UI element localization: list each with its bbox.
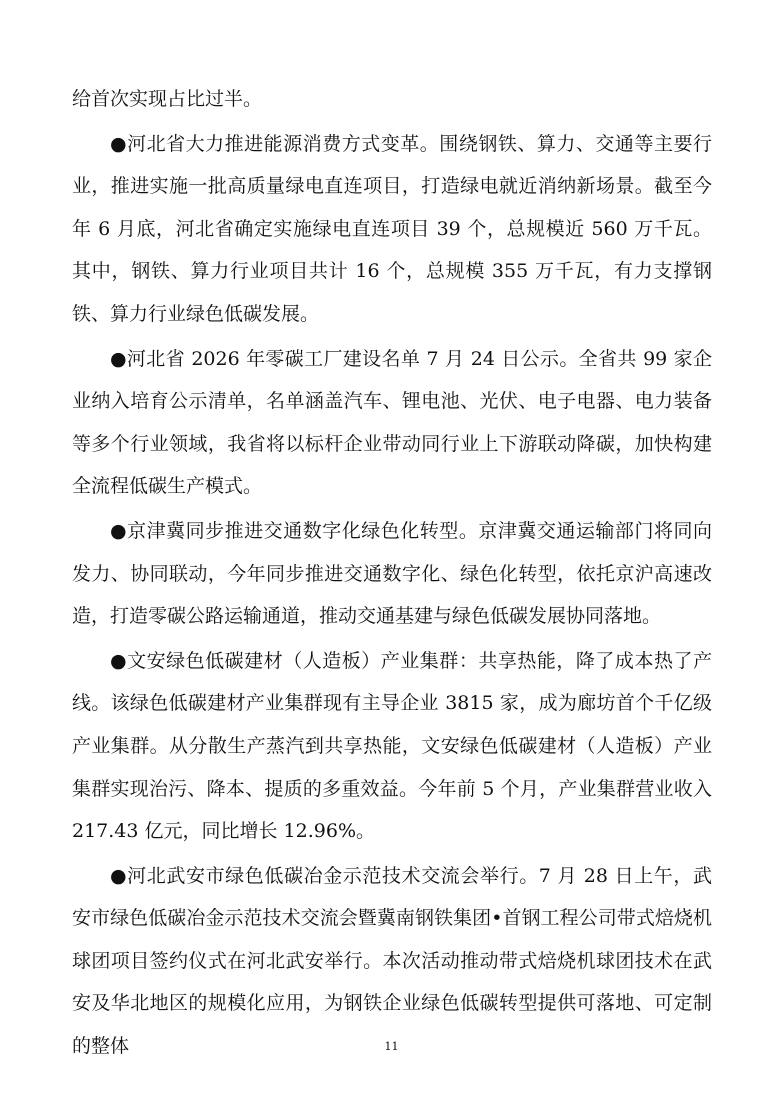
paragraph-wenan-building-materials: ●文安绿色低碳建材（人造板）产业集群：共享热能，降了成本热了产线。该绿色低碳建材产业集群现有主导企业 3815 家，成为廊坊首个千亿级产业集群。从分散生产蒸汽到共享热能，文安绿色低碳建材（人造板）产业集群实现治污、降本、提质的多重效益。今年前 5 个月，产业集群营业收入 217.43 亿元，同比增长 12.96%。 xyxy=(72,649,712,843)
paragraph-zero-carbon-factory: ●河北省 2026 年零碳工厂建设名单 7 月 24 日公示。全省共 99 家企业纳入培育公示清单，名单涵盖汽车、锂电池、光伏、电子电器、电力装备等多个行业领域，我省将以标杆企业带动同行业上下游联动降碳，加快构建全流程低碳生产模式。 xyxy=(72,347,712,498)
paragraph-jingjinji-transport: ●京津冀同步推进交通数字化绿色化转型。京津冀交通运输部门将同向发力、协同联动，今年同步推进交通数字化、绿色化转型，依托京沪高速改造，打造零碳公路运输通道，推动交通基建与绿色低碳发展协同落地。 xyxy=(72,519,712,628)
paragraph-continuation: 给首次实现占比过半。 xyxy=(72,88,263,110)
paragraph-wuan-metallurgy: ●河北武安市绿色低碳冶金示范技术交流会举行。7 月 28 日上午，武安市绿色低碳冶金示范技术交流会暨冀南钢铁集团•首钢工程公司带式焙烧机球团项目签约仪式在河北武安举行。本次活动推动带式焙烧机球团技术在武安及华北地区的规模化应用，为钢铁企业绿色低碳转型提供可落地、可定制的整体 xyxy=(72,864,712,1058)
document-body xyxy=(72,78,712,1070)
paragraph-hebei-energy-consumption: ●河北省大力推进能源消费方式变革。围绕钢铁、算力、交通等主要行业，推进实施一批高质量绿电直连项目，打造绿电就近消纳新场景。截至今年 6 月底，河北省确定实施绿电直连项目 39 个，总规模近 560 万千瓦。其中，钢铁、算力行业项目共计 16 个，总规模 355 万千瓦，有力支撑钢铁、算力行业绿色低碳发展。 xyxy=(72,132,712,325)
page-number: 11 xyxy=(384,1040,399,1053)
